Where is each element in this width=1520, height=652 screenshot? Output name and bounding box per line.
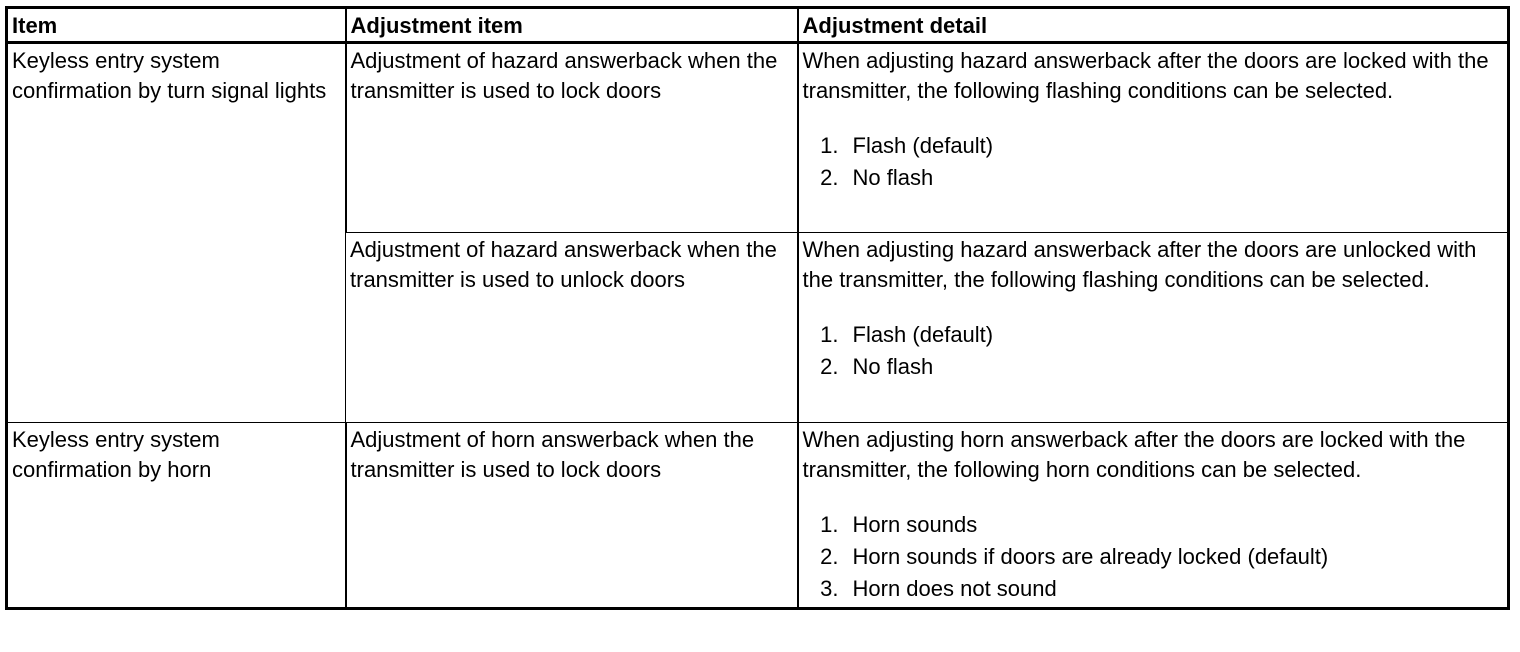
option-number: 1.: [820, 133, 839, 158]
option-list: [803, 509, 1504, 605]
item-cell-horn: Keyless entry system confirmation by horn: [7, 423, 346, 609]
option-number: 2.: [820, 354, 839, 379]
option-item: [803, 573, 1504, 605]
header-adjustment-detail: Adjustment detail: [798, 8, 1509, 43]
adjustment-detail-cell: [798, 233, 1509, 423]
option-text: No flash: [852, 165, 934, 190]
option-text: No flash: [852, 354, 934, 379]
adjustment-table: [5, 6, 1510, 610]
detail-text: When adjusting hazard answerback after the doors are unlocked with the transmitter, the following flashing conditions can be selected.: [802, 237, 1477, 292]
header-row: [7, 8, 1509, 43]
option-list: [803, 130, 1504, 194]
item-cell-turn-signal: Keyless entry system confirmation by turn signal lights: [7, 43, 346, 423]
option-item: [803, 509, 1504, 541]
option-number: 1.: [820, 512, 839, 537]
header-adjustment-item: Adjustment item: [346, 8, 798, 43]
option-list: [803, 319, 1504, 383]
adjustment-item-cell: Adjustment of horn answerback when the transmitter is used to lock doors: [346, 423, 798, 609]
adjustment-detail-cell: [798, 43, 1509, 233]
adjustment-detail-cell: [798, 423, 1509, 609]
option-text: Horn sounds if doors are already locked (default): [852, 544, 1329, 569]
option-number: 1.: [820, 322, 839, 347]
option-text: Flash (default): [852, 133, 994, 158]
option-number: 2.: [820, 165, 839, 190]
adjustment-item-cell: Adjustment of hazard answerback when the transmitter is used to unlock doors: [346, 233, 798, 423]
option-text: Flash (default): [852, 322, 994, 347]
option-number: 3.: [820, 576, 839, 601]
header-item: Item: [7, 8, 346, 43]
detail-text: When adjusting horn answerback after the doors are locked with the transmitter, the following horn conditions can be selected.: [802, 427, 1466, 482]
table-row: [7, 423, 1509, 609]
option-item: [803, 162, 1504, 194]
option-item: [803, 319, 1504, 351]
option-item: [803, 541, 1504, 573]
adjustment-item-cell: Adjustment of hazard answerback when the transmitter is used to lock doors: [346, 43, 798, 233]
option-item: [803, 351, 1504, 383]
table-row: [7, 43, 1509, 233]
detail-text: When adjusting hazard answerback after the doors are locked with the transmitter, the following flashing conditions can be selected.: [802, 48, 1489, 103]
option-text: Horn sounds: [852, 512, 978, 537]
option-item: [803, 130, 1504, 162]
option-text: Horn does not sound: [852, 576, 1057, 601]
option-number: 2.: [820, 544, 839, 569]
